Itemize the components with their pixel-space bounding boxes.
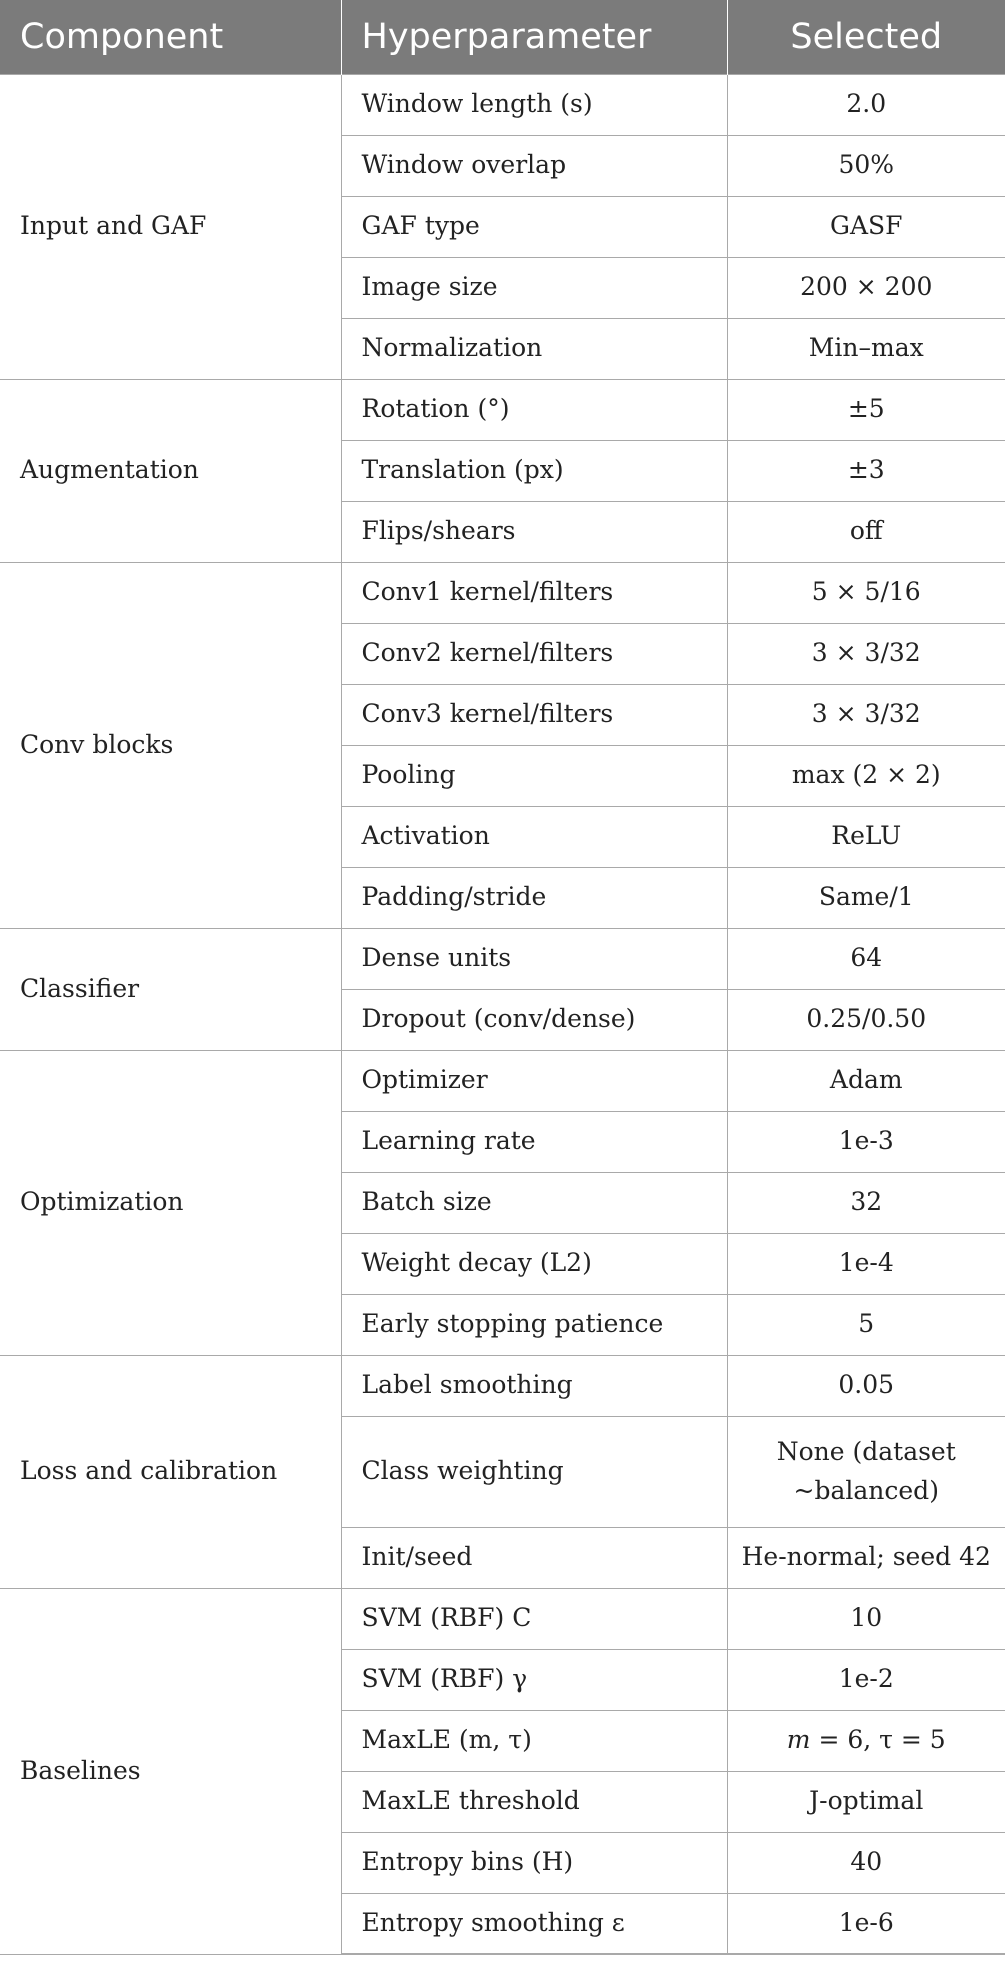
hyperparameter-cell: Label smoothing	[341, 1355, 727, 1416]
table-header-row	[0, 0, 1005, 74]
table-row	[0, 562, 1005, 623]
header-hyperparameter: Hyperparameter	[341, 0, 727, 74]
selected-cell: Adam	[727, 1050, 1005, 1111]
hyperparameter-cell: Window overlap	[341, 135, 727, 196]
selected-cell	[727, 1710, 1005, 1771]
component-cell: Conv blocks	[0, 562, 341, 928]
hyperparameter-cell: MaxLE (m, τ)	[341, 1710, 727, 1771]
selected-cell: Min–max	[727, 318, 1005, 379]
hyperparameter-cell: Dense units	[341, 928, 727, 989]
selected-cell: He-normal; seed 42	[727, 1527, 1005, 1588]
selected-cell: ReLU	[727, 806, 1005, 867]
hyperparameter-cell: MaxLE threshold	[341, 1771, 727, 1832]
hyperparameter-cell: Init/seed	[341, 1527, 727, 1588]
hyperparameter-cell: Entropy bins (H)	[341, 1832, 727, 1893]
hyperparameter-cell: Batch size	[341, 1172, 727, 1233]
selected-cell: 5	[727, 1294, 1005, 1355]
selected-cell: 1e-2	[727, 1649, 1005, 1710]
hyperparameter-cell: Class weighting	[341, 1416, 727, 1527]
hyperparameter-cell: Weight decay (L2)	[341, 1233, 727, 1294]
hyperparameter-cell: Flips/shears	[341, 501, 727, 562]
header-component: Component	[0, 0, 341, 74]
hyperparameter-cell: Dropout (conv/dense)	[341, 989, 727, 1050]
selected-cell: ±5	[727, 379, 1005, 440]
selected-cell: max (2 × 2)	[727, 745, 1005, 806]
selected-cell: 32	[727, 1172, 1005, 1233]
component-cell: Augmentation	[0, 379, 341, 562]
selected-cell	[727, 1416, 1005, 1527]
hyperparameter-cell: Conv3 kernel/filters	[341, 684, 727, 745]
selected-line-1: None (dataset	[776, 1436, 956, 1466]
hyperparameter-cell: Activation	[341, 806, 727, 867]
selected-cell: ±3	[727, 440, 1005, 501]
selected-cell: GASF	[727, 196, 1005, 257]
table-row	[0, 74, 1005, 135]
hyperparameter-cell: Entropy smoothing ε	[341, 1893, 727, 1954]
selected-cell: 10	[727, 1588, 1005, 1649]
selected-line-2: ~balanced)	[793, 1475, 939, 1505]
selected-cell: 0.25/0.50	[727, 989, 1005, 1050]
component-cell: Input and GAF	[0, 74, 341, 379]
hyperparameter-cell: SVM (RBF) γ	[341, 1649, 727, 1710]
hyperparameter-cell: GAF type	[341, 196, 727, 257]
hyperparameter-cell: Optimizer	[341, 1050, 727, 1111]
selected-cell: off	[727, 501, 1005, 562]
hyperparameter-cell: Normalization	[341, 318, 727, 379]
table-row	[0, 379, 1005, 440]
selected-cell: 1e-4	[727, 1233, 1005, 1294]
selected-cell: J-optimal	[727, 1771, 1005, 1832]
selected-cell: 3 × 3/32	[727, 684, 1005, 745]
component-cell: Optimization	[0, 1050, 341, 1355]
selected-cell: 1e-6	[727, 1893, 1005, 1954]
component-cell: Baselines	[0, 1588, 341, 1954]
header-selected: Selected	[727, 0, 1005, 74]
selected-cell: 1e-3	[727, 1111, 1005, 1172]
selected-cell: 5 × 5/16	[727, 562, 1005, 623]
selected-cell: 3 × 3/32	[727, 623, 1005, 684]
selected-cell: 40	[727, 1832, 1005, 1893]
hyperparameter-cell: Window length (s)	[341, 74, 727, 135]
selected-m-italic: m	[786, 1725, 811, 1755]
component-cell: Classifier	[0, 928, 341, 1050]
table-row	[0, 1050, 1005, 1111]
hyperparameter-cell: Pooling	[341, 745, 727, 806]
selected-rest: = 6, τ = 5	[810, 1725, 946, 1755]
selected-cell: 0.05	[727, 1355, 1005, 1416]
hyperparameter-cell: Image size	[341, 257, 727, 318]
hyperparameter-cell: SVM (RBF) C	[341, 1588, 727, 1649]
hyperparameter-cell: Conv1 kernel/filters	[341, 562, 727, 623]
hyperparameter-cell: Padding/stride	[341, 867, 727, 928]
selected-cell: 50%	[727, 135, 1005, 196]
selected-cell: Same/1	[727, 867, 1005, 928]
table-row	[0, 928, 1005, 989]
table-row	[0, 1355, 1005, 1416]
selected-cell: 64	[727, 928, 1005, 989]
hyperparameter-cell: Conv2 kernel/filters	[341, 623, 727, 684]
hyperparameter-cell: Learning rate	[341, 1111, 727, 1172]
hyperparameter-cell: Early stopping patience	[341, 1294, 727, 1355]
hyperparameter-cell: Translation (px)	[341, 440, 727, 501]
selected-cell: 2.0	[727, 74, 1005, 135]
selected-cell: 200 × 200	[727, 257, 1005, 318]
table-row	[0, 1588, 1005, 1649]
hyperparameter-cell: Rotation (°)	[341, 379, 727, 440]
component-cell: Loss and calibration	[0, 1355, 341, 1588]
